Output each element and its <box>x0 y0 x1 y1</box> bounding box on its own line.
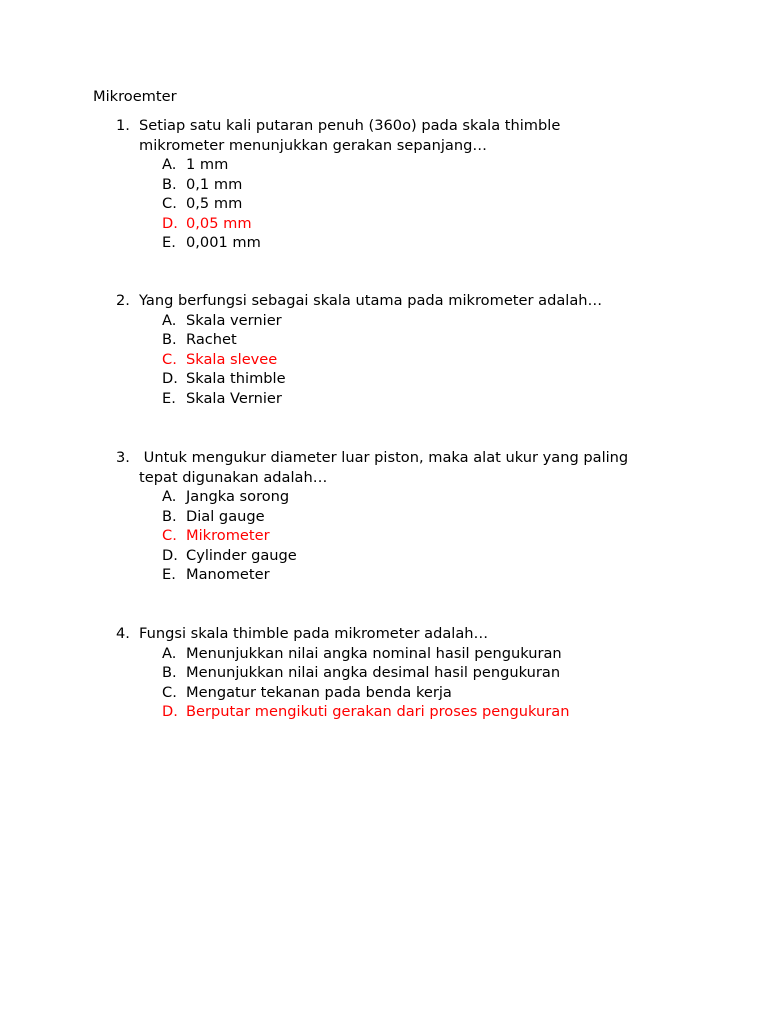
option-letter: B. <box>162 507 177 525</box>
option-text: Berputar mengikuti gerakan dari proses pengukuran <box>186 703 570 720</box>
option-e <box>116 389 676 409</box>
question-text: Setiap satu kali putaran penuh (360o) pada skala thimble <box>139 117 561 134</box>
question-text: tepat digunakan adalah… <box>139 468 328 486</box>
question-3 <box>116 448 676 585</box>
option-b <box>116 175 676 195</box>
question-text: mikrometer menunjukkan gerakan sepanjang… <box>139 136 487 154</box>
option-text: Menunjukkan nilai angka desimal hasil pengukuran <box>186 664 561 681</box>
option-letter: E. <box>162 234 176 251</box>
question-line <box>116 291 676 311</box>
question-line <box>116 136 676 156</box>
document-title: Mikroemter <box>93 88 177 105</box>
option-text: Skala slevee <box>186 350 278 368</box>
option-letter: E. <box>162 389 176 407</box>
option-text: Menunjukkan nilai angka nominal hasil pengukuran <box>186 644 562 662</box>
option-text: Mikrometer <box>186 527 270 544</box>
option-text: 0,1 mm <box>186 175 243 193</box>
option-a <box>116 155 676 175</box>
option-c <box>116 683 676 703</box>
question-line <box>116 624 676 644</box>
option-text: Rachet <box>186 331 237 348</box>
option-e <box>116 565 676 585</box>
option-a <box>116 644 676 664</box>
option-letter: D. <box>162 546 178 564</box>
option-text: 0,5 mm <box>186 195 243 212</box>
question-number: 1. <box>116 117 130 134</box>
option-letter: B. <box>162 331 177 348</box>
option-letter: A. <box>162 488 177 505</box>
question-number: 3. <box>116 449 130 466</box>
option-letter: C. <box>162 195 177 212</box>
option-text: Manometer <box>186 566 270 583</box>
option-a <box>116 487 676 507</box>
option-letter: C. <box>162 527 177 544</box>
option-e <box>116 233 676 253</box>
option-c <box>116 194 676 214</box>
option-text: 0,001 mm <box>186 234 261 251</box>
option-letter: C. <box>162 350 177 368</box>
question-number: 2. <box>116 292 130 309</box>
option-letter: D. <box>162 370 178 387</box>
option-letter: D. <box>162 703 178 720</box>
option-text: Cylinder gauge <box>186 546 297 564</box>
option-letter: E. <box>162 566 176 583</box>
option-d <box>116 546 676 566</box>
option-d <box>116 369 676 389</box>
option-letter: A. <box>162 644 177 662</box>
option-letter: A. <box>162 311 177 329</box>
option-text: Skala thimble <box>186 370 286 387</box>
option-letter: B. <box>162 664 177 681</box>
option-text: Skala vernier <box>186 311 282 329</box>
option-letter: C. <box>162 683 177 701</box>
option-b <box>116 330 676 350</box>
option-text: Jangka sorong <box>186 488 290 505</box>
option-c-correct-answer <box>116 350 676 370</box>
question-2 <box>116 291 676 408</box>
option-text: Mengatur tekanan pada benda kerja <box>186 683 452 701</box>
question-line <box>116 468 676 488</box>
question-4 <box>116 624 676 722</box>
option-b <box>116 507 676 527</box>
question-number: 4. <box>116 625 130 642</box>
option-text: 0,05 mm <box>186 214 252 232</box>
question-text: Yang berfungsi sebagai skala utama pada mikrometer adalah… <box>139 292 603 309</box>
option-d-correct-answer <box>116 702 676 722</box>
question-text: Untuk mengukur diameter luar piston, maka alat ukur yang paling <box>139 449 629 466</box>
question-text: Fungsi skala thimble pada mikrometer adalah… <box>139 625 489 642</box>
question-1 <box>116 116 676 253</box>
question-line <box>116 448 676 468</box>
option-a <box>116 311 676 331</box>
option-c-correct-answer <box>116 526 676 546</box>
option-text: Skala Vernier <box>186 389 282 407</box>
option-letter: B. <box>162 175 177 193</box>
option-d-correct-answer <box>116 214 676 234</box>
option-letter: D. <box>162 214 178 232</box>
option-letter: A. <box>162 156 177 173</box>
option-b <box>116 663 676 683</box>
option-text: Dial gauge <box>186 507 265 525</box>
option-text: 1 mm <box>186 156 229 173</box>
question-line <box>116 116 676 136</box>
